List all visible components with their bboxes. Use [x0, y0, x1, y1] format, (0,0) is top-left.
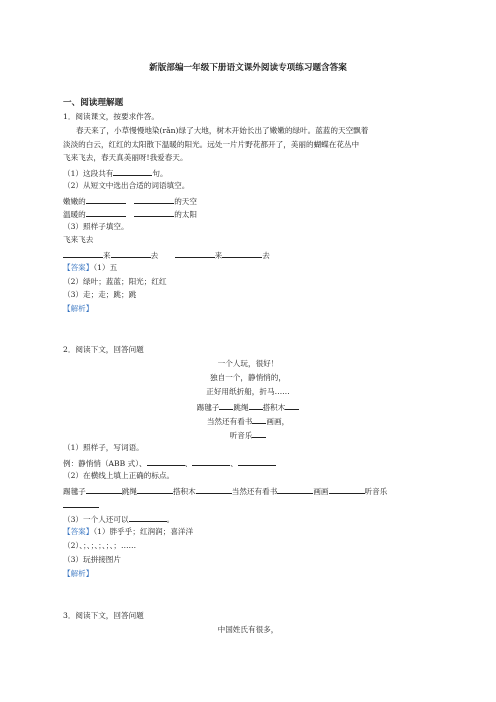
q1-answer-row	[63, 263, 117, 273]
answer-blank[interactable]	[137, 485, 173, 494]
text: 当然还有看书	[206, 417, 253, 426]
answer-blank[interactable]	[63, 249, 103, 258]
answer-blank[interactable]	[219, 401, 233, 410]
answer-blank[interactable]	[86, 195, 126, 204]
q2-poem-line	[0, 401, 496, 413]
q3-prompt: 3．阅读下文，回答问题	[63, 611, 144, 620]
q1-fill-row	[63, 195, 197, 207]
answer-blank[interactable]	[249, 401, 263, 410]
section-heading: 一、阅读理解题	[63, 98, 124, 108]
answer-blank[interactable]	[147, 457, 185, 466]
q2-subquestion-3	[63, 513, 174, 525]
answer-blank[interactable]	[134, 208, 174, 217]
answer-blank[interactable]	[252, 415, 266, 424]
q1-example: 飞来飞去	[63, 235, 94, 244]
q2-poem-line	[0, 429, 496, 441]
text: 听音乐	[364, 487, 388, 496]
q2-punctuation-row-cont	[63, 499, 99, 511]
answer-blank[interactable]	[329, 485, 365, 494]
text: （1）这段共有	[63, 169, 114, 178]
answer-text: （1）五	[93, 263, 118, 272]
text: 跳绳	[121, 487, 137, 496]
q3-text-line: 中国姓氏有很多，	[217, 625, 279, 634]
text: 去	[262, 251, 270, 260]
document-title: 新版部编一年级下册语文课外阅读专项练习题含答案	[149, 63, 347, 73]
q2-example-row	[63, 457, 276, 469]
text: 当然还有看书	[231, 487, 278, 496]
q2-poem-line	[0, 415, 496, 427]
q1-pattern-row	[63, 249, 270, 261]
q1-passage-line: 春天来了，小草慢慢地染(rǎn)绿了大地，树木开始长出了嫩嫩的绿叶。蓝蓝的天空飘着	[76, 126, 369, 135]
q2-poem-line: 一个人玩，很好！	[217, 359, 279, 368]
q1-passage-line: 淡淡的白云，红红的太阳散下温暖的阳光。远处一片片野花都开了，美丽的蝴蝶在花丛中	[63, 140, 360, 149]
answer-blank[interactable]	[222, 249, 262, 258]
answer-text: （1）胖乎乎；红润润；喜洋洋	[93, 527, 194, 536]
text: 来	[214, 251, 223, 260]
answer-blank[interactable]	[192, 457, 230, 466]
q2-poem-line: 正好用纸折船，折马……	[206, 387, 290, 396]
text: （3）一个人还可以	[63, 515, 129, 524]
q1-answer-line: （3）走；走；跳；跳	[63, 290, 137, 299]
answer-blank[interactable]	[238, 457, 276, 466]
answer-blank[interactable]	[196, 485, 232, 494]
text: 搭积木	[262, 403, 286, 412]
answer-blank[interactable]	[175, 249, 215, 258]
q2-answer-line: （3）玩拼接图片	[63, 555, 121, 564]
text: 去	[150, 251, 159, 260]
text: 画画	[313, 487, 329, 496]
q2-answer-line: （2）、；、；、；、；、；……	[63, 541, 137, 550]
answer-blank[interactable]	[111, 249, 151, 258]
text: 句。	[152, 169, 168, 178]
q1-passage-line: 飞来飞去，春天真美丽呀!我爱春天。	[63, 153, 188, 162]
q2-analysis-tag: 【解析】	[63, 569, 94, 578]
answer-blank[interactable]	[113, 167, 152, 176]
text: 的太阳	[174, 210, 197, 219]
answer-tag: 【答案】	[63, 263, 94, 272]
q1-subquestion-1	[63, 167, 168, 179]
q1-analysis-tag: 【解析】	[63, 304, 94, 313]
q2-subquestion-2: （2）在横线上填上正确的标点。	[63, 471, 175, 480]
text: 踢毽子	[63, 487, 86, 496]
q1-subquestion-3: （3）照样子填空。	[63, 222, 129, 231]
q1-prompt: 1．阅读课文，按要求作答。	[63, 112, 159, 121]
text: 、	[184, 459, 193, 468]
answer-blank[interactable]	[134, 195, 174, 204]
answer-blank[interactable]	[86, 485, 122, 494]
q2-poem-line: 独自一个，静悄悄的，	[210, 373, 286, 382]
answer-blank[interactable]	[86, 208, 126, 217]
answer-blank[interactable]	[63, 499, 99, 508]
text: 嫩嫩的	[63, 197, 86, 206]
text: 搭积木	[172, 487, 196, 496]
text: 来	[103, 251, 111, 260]
answer-blank[interactable]	[129, 513, 167, 522]
q2-answer-row	[63, 527, 193, 537]
answer-blank[interactable]	[252, 429, 266, 438]
answer-tag: 【答案】	[63, 527, 94, 536]
q1-fill-row	[63, 208, 197, 220]
text: 、	[230, 459, 238, 468]
text: 的天空	[174, 197, 197, 206]
q2-punctuation-row	[63, 485, 387, 497]
answer-blank[interactable]	[277, 485, 313, 494]
q2-subquestion-1: （1）照样子，写词语。	[63, 443, 144, 452]
answer-blank[interactable]	[285, 401, 299, 410]
q2-prompt: 2．阅读下文，回答问题	[63, 345, 144, 354]
text: 听音乐	[229, 431, 253, 440]
text: 踢毽子	[196, 403, 220, 412]
text: 画画，	[266, 417, 290, 426]
text: 温暖的	[63, 210, 86, 219]
text: 。	[166, 515, 175, 524]
text: 例：静悄悄（ABB 式）、	[63, 459, 147, 468]
q1-answer-line: （2）绿叶；蓝蓝；阳光；红红	[63, 277, 167, 286]
text: 跳绳	[233, 403, 249, 412]
q1-subquestion-2: （2）从短文中选出合适的词语填空。	[63, 181, 190, 190]
